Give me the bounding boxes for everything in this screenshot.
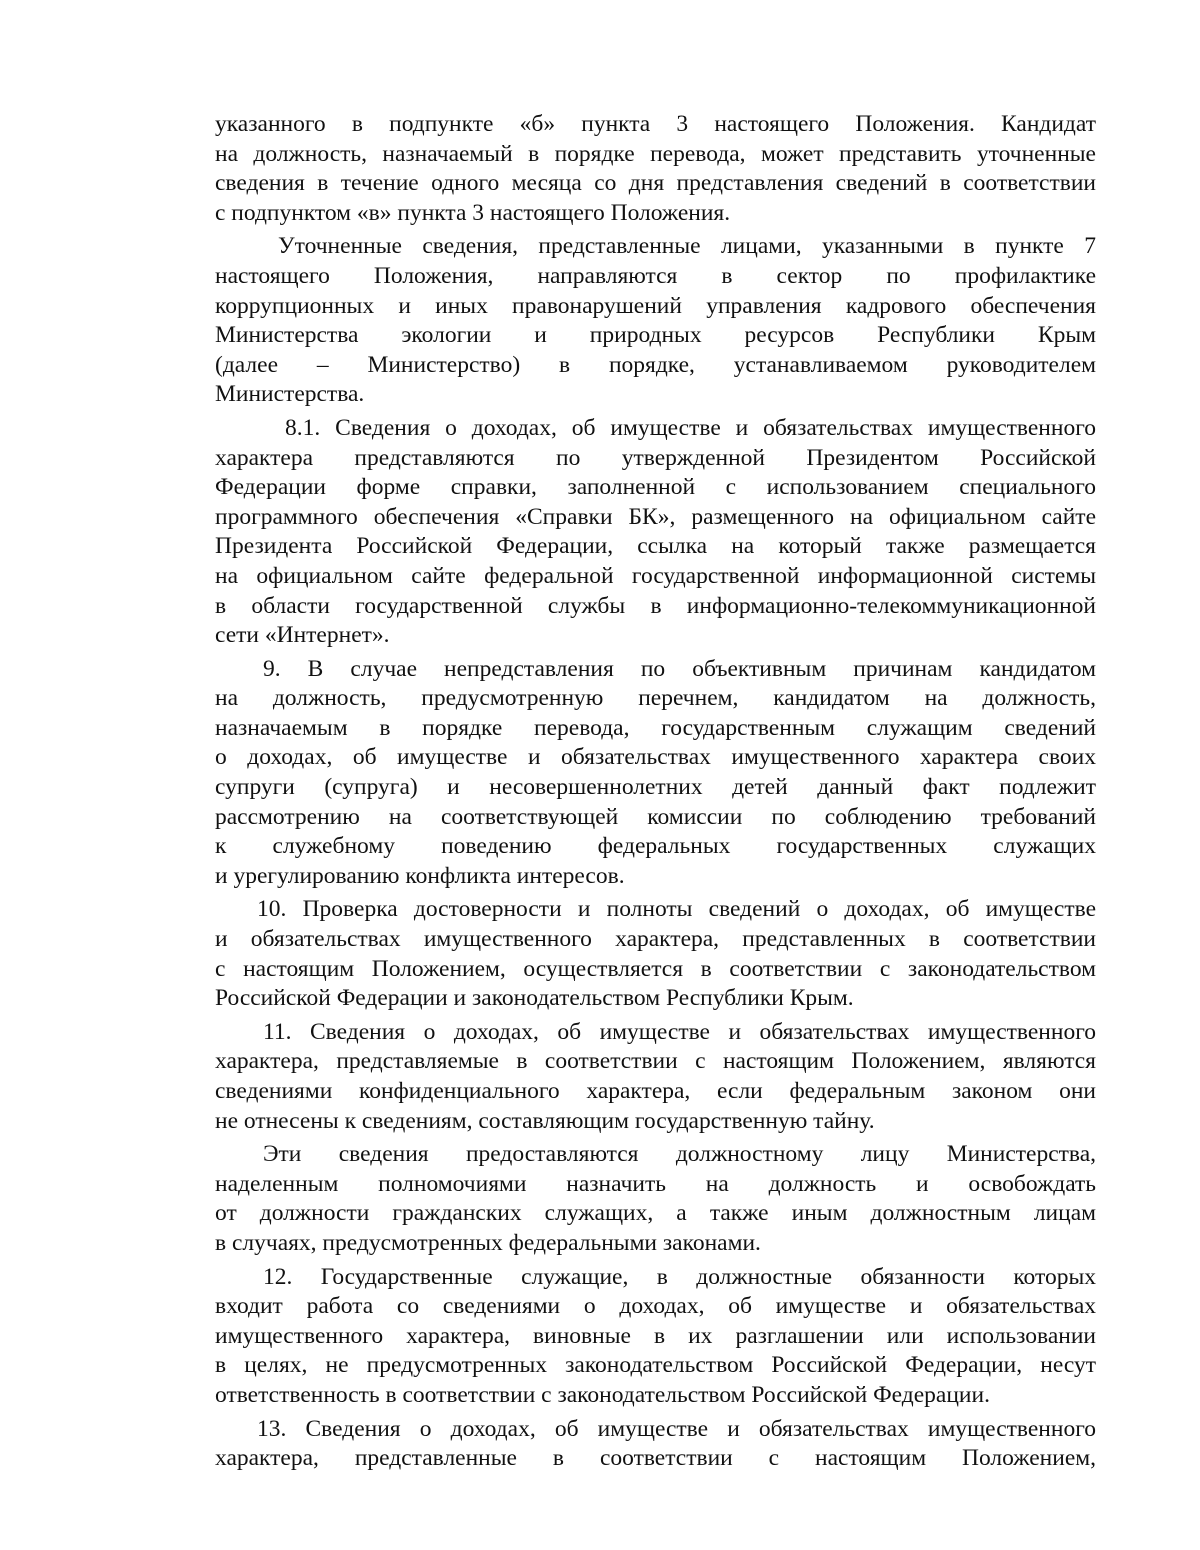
- paragraph: [215, 1018, 1096, 1136]
- text-line: Министерства экологии и природных ресурсов Республики Крым: [215, 322, 1096, 349]
- text-line: характера, представленные в соответствии с настоящим Положением,: [215, 1445, 1096, 1472]
- text-line: наделенным полномочиями назначить на должность и освобождать: [215, 1170, 1096, 1197]
- text-line: 8.1. Сведения о доходах, об имуществе и обязательствах имущественного: [285, 414, 1096, 441]
- text-line: входит работа со сведениями о доходах, об имуществе и обязательствах: [215, 1293, 1096, 1320]
- text-line: ответственность в соответствии с законодательством Российской Федерации.: [215, 1381, 990, 1408]
- text-line: супруги (супруга) и несовершеннолетних детей данный факт подлежит: [215, 774, 1096, 801]
- document-page: [215, 110, 1096, 1510]
- text-line: на официальном сайте федеральной государственной информационной системы: [215, 562, 1096, 589]
- paragraph: [215, 895, 1096, 1013]
- text-line: характера представляются по утвержденной Президентом Российской: [215, 444, 1096, 471]
- text-line: коррупционных и иных правонарушений управления кадрового обеспечения: [215, 292, 1096, 319]
- text-line: Эти сведения предоставляются должностному лицу Министерства,: [263, 1141, 1096, 1168]
- paragraph: [215, 1415, 1096, 1474]
- text-line: указанного в подпункте «б» пункта 3 настоящего Положения. Кандидат: [215, 111, 1096, 137]
- text-line: (далее – Министерство) в порядке, устанавливаемом руководителем: [215, 351, 1096, 378]
- text-line: сведениями конфиденциального характера, если федеральным законом они: [215, 1078, 1096, 1104]
- text-line: имущественного характера, виновные в их разглашении или использовании: [215, 1322, 1096, 1349]
- text-line: программного обеспечения «Справки БК», размещенного на официальном сайте: [215, 503, 1096, 530]
- text-line: сведения в течение одного месяца со дня представления сведений в соответствии: [215, 170, 1096, 197]
- text-line: Федерации форме справки, заполненной с использованием специального: [215, 474, 1096, 501]
- text-line: 10. Проверка достоверности и полноты сведений о доходах, об имуществе: [257, 896, 1096, 923]
- paragraph: [215, 1140, 1096, 1258]
- paragraph: [215, 232, 1096, 410]
- text-line: Российской Федерации и законодательством Республики Крым.: [215, 985, 854, 1012]
- document-body: [215, 110, 1096, 1474]
- text-line: и обязательствах имущественного характера, представленных в соответствии: [215, 926, 1096, 953]
- paragraph: [215, 414, 1096, 651]
- text-line: Министерства.: [215, 381, 365, 408]
- text-line: Президента Российской Федерации, ссылка на который также размещается: [215, 533, 1096, 560]
- text-line: на должность, назначаемый в порядке перевода, может представить уточненные: [215, 140, 1096, 167]
- paragraph: [215, 110, 1096, 228]
- text-line: с настоящим Положением, осуществляется в соответствии с законодательством: [215, 955, 1096, 982]
- text-line: и урегулированию конфликта интересов.: [215, 862, 625, 889]
- text-line: 12. Государственные служащие, в должностные обязанности которых: [263, 1263, 1096, 1290]
- text-line: от должности гражданских служащих, а также иным должностным лицам: [215, 1200, 1096, 1227]
- text-line: рассмотрению на соответствующей комиссии по соблюдению требований: [215, 803, 1096, 830]
- paragraph: [215, 1263, 1096, 1411]
- text-line: с подпунктом «в» пункта 3 настоящего Положения.: [215, 199, 731, 226]
- text-line: Уточненные сведения, представленные лицами, указанными в пункте 7: [278, 233, 1096, 260]
- text-line: в целях, не предусмотренных законодательством Российской Федерации, несут: [215, 1352, 1096, 1379]
- text-line: настоящего Положения, направляются в сектор по профилактике: [215, 262, 1096, 289]
- paragraph: [215, 655, 1096, 892]
- text-line: характера, представляемые в соответствии с настоящим Положением, являются: [215, 1048, 1096, 1075]
- text-line: назначаемым в порядке перевода, государственным служащим сведений: [215, 714, 1096, 741]
- text-line: 9. В случае непредставления по объективным причинам кандидатом: [263, 655, 1096, 682]
- text-line: 11. Сведения о доходах, об имуществе и обязательствах имущественного: [263, 1018, 1096, 1045]
- text-line: в случаях, предусмотренных федеральными законами.: [215, 1229, 761, 1256]
- text-line: о доходах, об имуществе и обязательствах имущественного характера своих: [215, 744, 1096, 771]
- text-line: в области государственной службы в информационно-телекоммуникационной: [215, 592, 1096, 619]
- text-line: сети «Интернет».: [215, 622, 390, 649]
- text-line: 13. Сведения о доходах, об имуществе и обязательствах имущественного: [257, 1415, 1096, 1442]
- text-line: к служебному поведению федеральных государственных служащих: [215, 833, 1096, 860]
- text-line: не отнесены к сведениям, составляющим государственную тайну.: [215, 1107, 875, 1134]
- text-line: на должность, предусмотренную перечнем, кандидатом на должность,: [215, 685, 1096, 712]
